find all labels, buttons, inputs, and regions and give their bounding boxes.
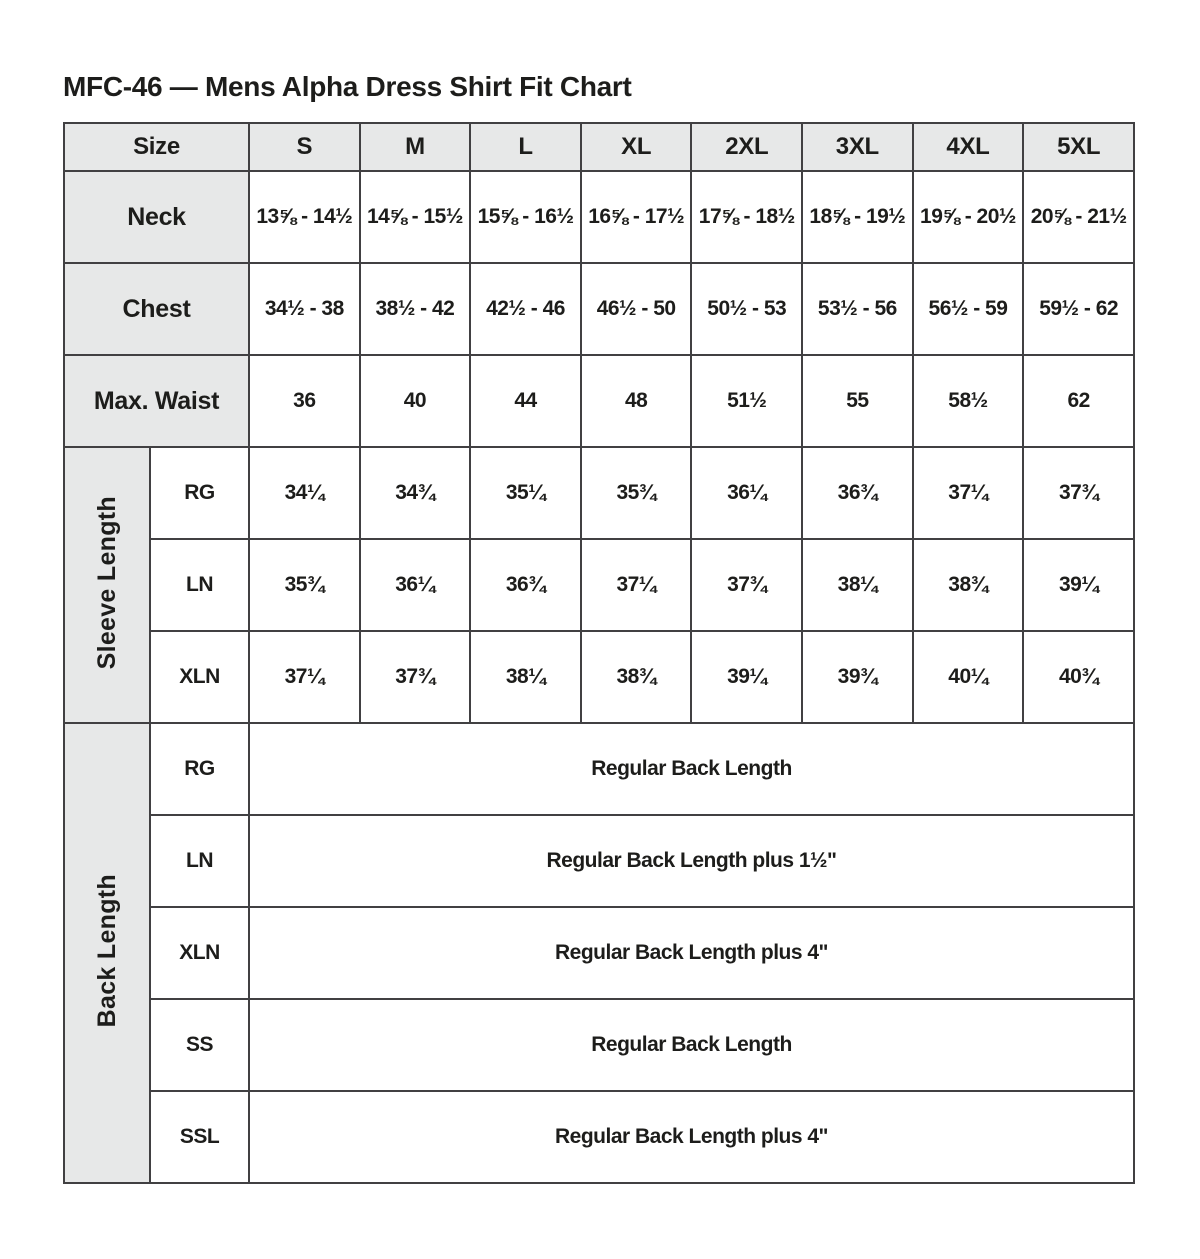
table-header-row	[64, 123, 1134, 171]
back-ssl-code: SSL	[150, 1091, 249, 1183]
sleeve-xln-value: 37¾	[360, 631, 471, 723]
neck-value: 13⅝ - 14½	[249, 171, 360, 263]
sleeve-ln-value: 36¾	[470, 539, 581, 631]
sleeve-xln-value: 37¼	[249, 631, 360, 723]
chest-value: 53½ - 56	[802, 263, 913, 355]
max-waist-value: 44	[470, 355, 581, 447]
back-ln-description: Regular Back Length plus 1½"	[249, 815, 1134, 907]
back-ln-row	[64, 815, 1134, 907]
max-waist-value: 62	[1023, 355, 1134, 447]
neck-label: Neck	[64, 171, 249, 263]
page-title: MFC-46 — Mens Alpha Dress Shirt Fit Chart	[63, 70, 632, 102]
back-rg-code: RG	[150, 723, 249, 815]
size-col-header-3xl: 3XL	[802, 123, 913, 171]
sleeve-ln-value: 39¼	[1023, 539, 1134, 631]
sleeve-rg-value: 35¼	[470, 447, 581, 539]
sleeve-rg-value: 37¼	[913, 447, 1024, 539]
chest-value: 42½ - 46	[470, 263, 581, 355]
back-ss-row	[64, 999, 1134, 1091]
sleeve-ln-value: 37¼	[581, 539, 692, 631]
back-length-label-text: Back Length	[92, 873, 121, 1028]
neck-value: 16⅝ - 17½	[581, 171, 692, 263]
chest-value: 56½ - 59	[913, 263, 1024, 355]
max-waist-value: 40	[360, 355, 471, 447]
sleeve-rg-value: 36¾	[802, 447, 913, 539]
back-xln-row	[64, 907, 1134, 999]
sleeve-ln-value: 36¼	[360, 539, 471, 631]
max-waist-value: 48	[581, 355, 692, 447]
sleeve-ln-value: 37¾	[691, 539, 802, 631]
size-col-header-s: S	[249, 123, 360, 171]
back-ln-code: LN	[150, 815, 249, 907]
sleeve-rg-value: 37¾	[1023, 447, 1134, 539]
neck-value: 18⅝ - 19½	[802, 171, 913, 263]
sleeve-xln-value: 38¾	[581, 631, 692, 723]
back-length-label	[64, 723, 150, 1183]
sleeve-rg-code: RG	[150, 447, 249, 539]
chest-value: 50½ - 53	[691, 263, 802, 355]
sleeve-rg-value: 34¾	[360, 447, 471, 539]
chest-row	[64, 263, 1134, 355]
max-waist-label: Max. Waist	[64, 355, 249, 447]
sleeve-xln-value: 40¼	[913, 631, 1024, 723]
size-col-header-l: L	[470, 123, 581, 171]
neck-row	[64, 171, 1134, 263]
sleeve-xln-value: 39¼	[691, 631, 802, 723]
size-col-header-xl: XL	[581, 123, 692, 171]
neck-value: 14⅝ - 15½	[360, 171, 471, 263]
max-waist-value: 51½	[691, 355, 802, 447]
back-ss-code: SS	[150, 999, 249, 1091]
back-rg-description: Regular Back Length	[249, 723, 1134, 815]
chest-value: 46½ - 50	[581, 263, 692, 355]
max-waist-value: 55	[802, 355, 913, 447]
chest-label: Chest	[64, 263, 249, 355]
chest-value: 59½ - 62	[1023, 263, 1134, 355]
size-col-header-5xl: 5XL	[1023, 123, 1134, 171]
sleeve-ln-value: 38¾	[913, 539, 1024, 631]
sleeve-length-label-text: Sleeve Length	[92, 495, 121, 670]
max-waist-row	[64, 355, 1134, 447]
back-xln-code: XLN	[150, 907, 249, 999]
sleeve-ln-row	[64, 539, 1134, 631]
neck-value: 17⅝ - 18½	[691, 171, 802, 263]
sleeve-ln-code: LN	[150, 539, 249, 631]
sleeve-rg-value: 35¾	[581, 447, 692, 539]
sleeve-xln-code: XLN	[150, 631, 249, 723]
size-header-cell: Size	[64, 123, 249, 171]
back-ssl-row	[64, 1091, 1134, 1183]
neck-value: 15⅝ - 16½	[470, 171, 581, 263]
sleeve-rg-value: 34¼	[249, 447, 360, 539]
sleeve-xln-value: 40¾	[1023, 631, 1134, 723]
neck-value: 19⅝ - 20½	[913, 171, 1024, 263]
sleeve-xln-value: 39¾	[802, 631, 913, 723]
back-ss-description: Regular Back Length	[249, 999, 1134, 1091]
size-col-header-4xl: 4XL	[913, 123, 1024, 171]
back-xln-description: Regular Back Length plus 4"	[249, 907, 1134, 999]
size-col-header-2xl: 2XL	[691, 123, 802, 171]
back-ssl-description: Regular Back Length plus 4"	[249, 1091, 1134, 1183]
size-col-header-m: M	[360, 123, 471, 171]
sleeve-ln-value: 35¾	[249, 539, 360, 631]
chest-value: 34½ - 38	[249, 263, 360, 355]
sleeve-rg-row	[64, 447, 1134, 539]
sleeve-ln-value: 38¼	[802, 539, 913, 631]
neck-value: 20⅝ - 21½	[1023, 171, 1134, 263]
max-waist-value: 36	[249, 355, 360, 447]
max-waist-value: 58½	[913, 355, 1024, 447]
chest-value: 38½ - 42	[360, 263, 471, 355]
fit-chart-table	[63, 122, 1135, 1184]
sleeve-rg-value: 36¼	[691, 447, 802, 539]
back-rg-row	[64, 723, 1134, 815]
sleeve-length-label	[64, 447, 150, 723]
sleeve-xln-row	[64, 631, 1134, 723]
sleeve-xln-value: 38¼	[470, 631, 581, 723]
